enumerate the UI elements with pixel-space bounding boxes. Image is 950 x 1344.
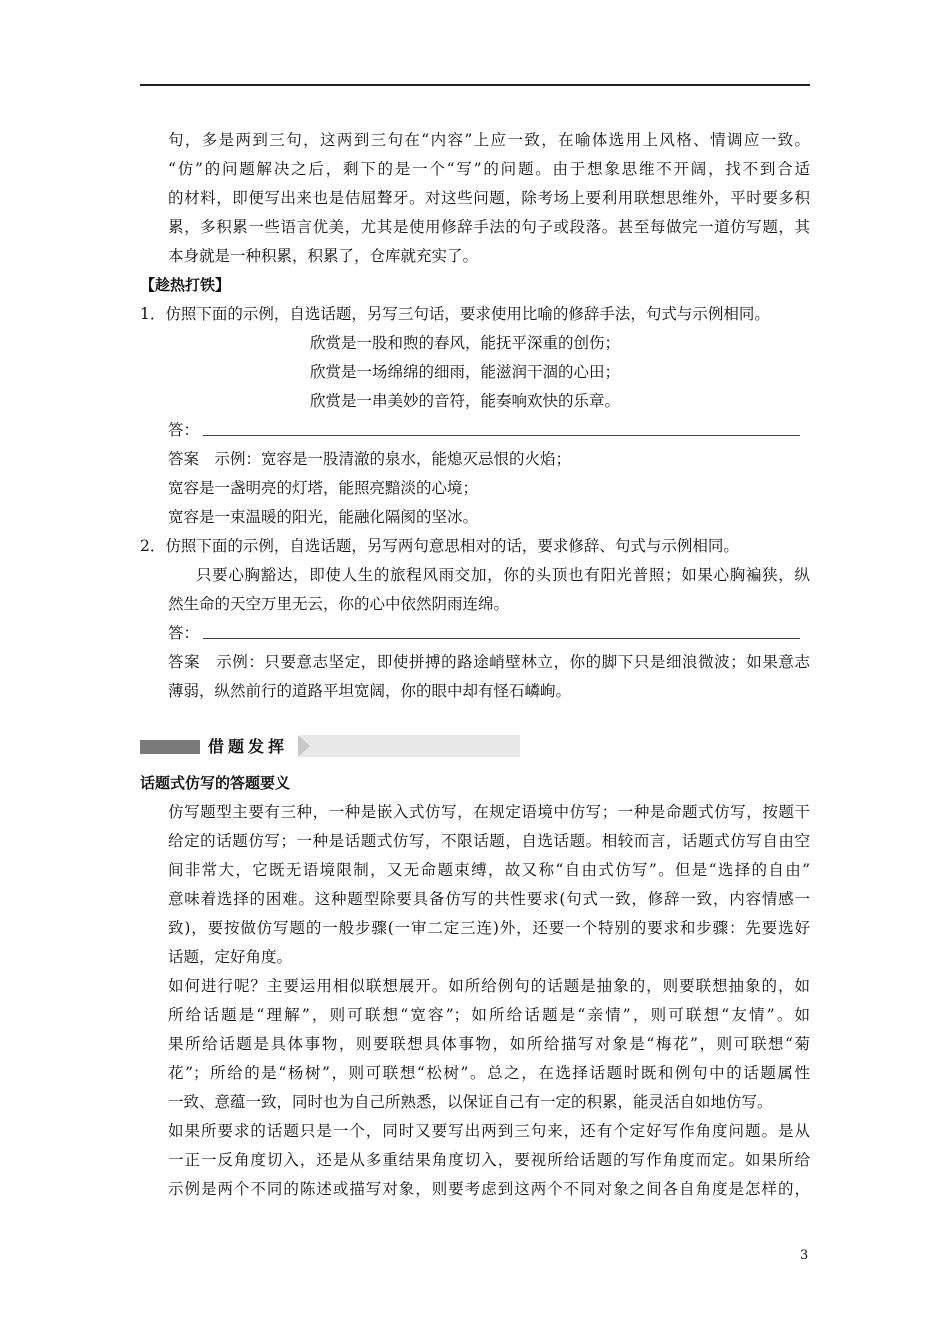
- banner-light-bar: [300, 735, 520, 757]
- answer-blank[interactable]: [203, 435, 800, 436]
- text-line: 如何进行呢？主要运用相似联想展开。如所给例句的话题是抽象的，则要联想抽象的，如: [168, 977, 810, 995]
- example-line: 欣赏是一串美妙的音符，能奏响欢快的乐章。: [310, 392, 621, 410]
- answer-blank[interactable]: [203, 638, 800, 639]
- page-content: [140, 126, 810, 1204]
- answer-field[interactable]: [140, 416, 810, 445]
- answer-text: 宽容是一束温暖的阳光，能融化隔阂的坚冰。: [168, 508, 479, 526]
- banner-arrow-icon: [298, 735, 310, 757]
- text-line: 句，多是两到三句，这两到三句在“内容”上应一致，在喻体选用上风格、情调应一致。: [168, 131, 810, 149]
- answer-text: 宽容是一盏明亮的灯塔，能照亮黯淡的心境；: [168, 479, 479, 497]
- banner-dark-bar: [140, 740, 200, 754]
- answer-text: 答案 示例：只要意志坚定，即使拼搏的路途峭壁林立，你的脚下只是细浪微波；如果意志: [168, 653, 810, 671]
- text-line: 意味着选择的困难。这种题型除要具备仿写的共性要求(句式一致，修辞一致，内容情感一: [168, 890, 810, 908]
- text-line: 所给话题是“理解”，则可联想“宽容”；如所给话题是“亲情”，则可联想“友情”。如: [168, 1006, 810, 1024]
- page-number: 3: [800, 1248, 809, 1263]
- text-line: 累，多积累一些语言优美，尤其是使用修辞手法的句子或段落。甚至每做完一道仿写题，其: [168, 218, 810, 236]
- text-line: 一正一反角度切入，还是从多重结果角度切入，要视所给话题的写作角度而定。如果所给: [168, 1151, 810, 1169]
- text-line: 间非常大，它既无语境限制，又无命题束缚，故又称“自由式仿写”。但是“选择的自由”: [168, 861, 810, 879]
- example-line: 欣赏是一场绵绵的细雨，能滋润干涸的心田；: [310, 363, 621, 381]
- paragraph-3: [140, 972, 810, 1117]
- answer-field[interactable]: [140, 619, 810, 648]
- text-line: 一致、意蕴一致，同时也为自己所熟悉，以保证自己有一定的积累，能灵活自如地仿写。: [168, 1093, 773, 1111]
- text-line: 果所给话题是具体事物，则要联想具体事物，如所给描写对象是“梅花”，则可联想“菊: [168, 1035, 810, 1053]
- section-subtitle: 话题式仿写的答题要义: [140, 774, 291, 792]
- example-line: 欣赏是一股和煦的春风，能抚平深重的创伤；: [310, 334, 621, 352]
- answer-text: 答案 示例：宽容是一股清澈的泉水，能熄灭忌恨的火焰；: [168, 450, 572, 468]
- text-line: 话题，定好角度。: [168, 948, 293, 966]
- text-line: 花”；所给的是“杨树”，则可联想“松树”。总之，在选择话题时既和例句中的话题属性: [168, 1064, 810, 1082]
- text-line: 仿写题型主要有三种，一种是嵌入式仿写，在规定语境中仿写；一种是命题式仿写，按题干: [168, 803, 810, 821]
- practice-heading: 【趁热打铁】: [140, 276, 231, 294]
- answer-text: 薄弱，纵然前行的道路平坦宽阔，你的眼中却有怪石嶙峋。: [168, 682, 572, 700]
- header-rule: [140, 84, 810, 86]
- paragraph-2: [140, 798, 810, 972]
- text-line: 本身就是一种积累，积累了，仓库就充实了。: [168, 247, 479, 265]
- question-prompt: 2．仿照下面的示例，自选话题，另写两句意思相对的话，要求修辞、句式与示例相同。: [140, 537, 739, 555]
- text-line: “仿”的问题解决之后，剩下的是一个“写”的问题。由于想象思维不开阔，找不到合适: [168, 160, 810, 178]
- paragraph-4: [140, 1117, 810, 1204]
- example-line: 然生命的天空万里无云，你的心中依然阴雨连绵。: [168, 595, 510, 613]
- text-line: 如果所要求的话题只是一个，同时又要写出两到三句来，还有个定好写作角度问题。是从: [168, 1122, 810, 1140]
- answer-label: 答：: [168, 421, 200, 439]
- text-line: 致)，要按做仿写题的一般步骤(一审二定三连)外，还要一个特别的要求和步骤：先要选好: [168, 919, 810, 937]
- example-line: 只要心胸豁达，即使人生的旅程风雨交加，你的头顶也有阳光普照；如果心胸褊狭，纵: [196, 566, 810, 584]
- banner-title: 借题发挥: [208, 737, 289, 756]
- text-line: 示例是两个不同的陈述或描写对象，则要考虑到这两个不同对象之间各自角度是怎样的，: [168, 1180, 810, 1198]
- section-banner: [140, 735, 520, 757]
- paragraph-1: [140, 126, 810, 271]
- text-line: 的材料，即便写出来也是佶屈聱牙。对这些问题，除考场上要利用联想思维外，平时要多积: [168, 189, 810, 207]
- text-line: 给定的话题仿写；一种是话题式仿写，不限话题，自选话题。相较而言，话题式仿写自由空: [168, 832, 810, 850]
- answer-label: 答：: [168, 624, 200, 642]
- question-2: [140, 532, 810, 706]
- question-1: [140, 300, 810, 532]
- question-prompt: 1．仿照下面的示例，自选话题，另写三句话，要求使用比喻的修辞手法，句式与示例相同。: [140, 305, 770, 323]
